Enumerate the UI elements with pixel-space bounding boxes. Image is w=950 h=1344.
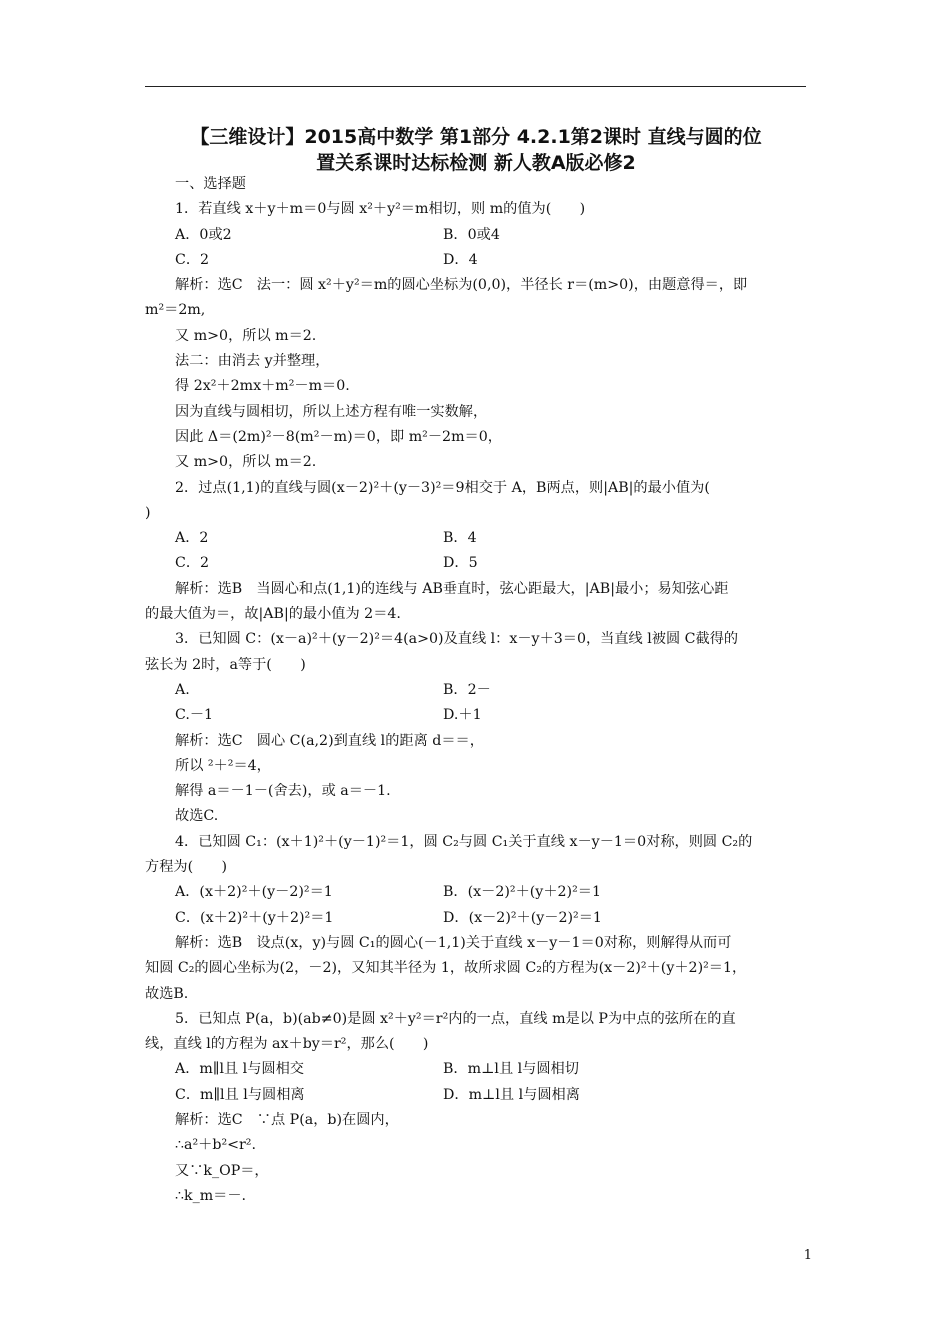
solution-line: 故选B. (145, 985, 189, 1002)
solution-line: 得 2x²＋2mx＋m²－m＝0. (175, 378, 350, 395)
option-c: C．2 (175, 251, 210, 268)
question-5-options-ab (145, 1057, 810, 1082)
option-b: B．(x－2)²＋(y＋2)²＝1 (443, 884, 601, 901)
option-b: B．4 (443, 530, 477, 547)
solution-line: ∴a²＋b²<r². (175, 1137, 256, 1154)
option-b: B．0或4 (443, 226, 500, 243)
option-d: D.＋1 (443, 707, 482, 724)
option-b: B．m⊥l且 l与圆相切 (443, 1061, 579, 1078)
question-5-options-cd (145, 1083, 810, 1108)
option-c: C.－1 (175, 707, 214, 724)
question-3-options-ab (145, 678, 810, 703)
question-3-options-cd (145, 703, 810, 728)
question-2-options-ab (145, 526, 810, 551)
question-1-stem: 1．若直线 x＋y＋m＝0与圆 x²＋y²＝m相切，则 m的值为( ) (175, 201, 586, 218)
question-2-options-cd (145, 551, 810, 576)
header-rule (145, 86, 806, 87)
option-a: A．2 (175, 530, 209, 547)
question-4-stem: 4．已知圆 C₁：(x＋1)²＋(y－1)²＝1，圆 C₂与圆 C₁关于直线 x－y－1＝0对称，则圆 C₂的 (175, 833, 753, 850)
solution-line: 知圆 C₂的圆心坐标为(2，－2)，又知其半径为 1，故所求圆 C₂的方程为(x－2)²＋(y＋2)²＝1， (145, 960, 747, 977)
solution-line: 解析：选B 设点(x，y)与圆 C₁的圆心(－1,1)关于直线 x－y－1＝0对称，则解得从而可 (175, 934, 732, 951)
solution-line: 解析：选C ∵点 P(a，b)在圆内， (175, 1111, 399, 1128)
solution-line: 因为直线与圆相切，所以上述方程有唯一实数解， (175, 403, 488, 420)
document-title (140, 124, 812, 176)
option-d: D．4 (443, 251, 478, 268)
solution-line: 所以 ²＋²＝4， (175, 757, 271, 774)
question-2-stem-cont: ) (145, 504, 151, 521)
option-d: D．5 (443, 555, 478, 572)
option-d: D．m⊥l且 l与圆相离 (443, 1086, 580, 1103)
option-c: C．2 (175, 555, 210, 572)
option-a: A．(x＋2)²＋(y－2)²＝1 (175, 884, 333, 901)
document-body (145, 172, 810, 1209)
title-line-2: 置关系课时达标检测 新人教A版必修2 (316, 152, 636, 174)
section-heading: 一、选择题 (175, 176, 246, 192)
solution-line: 又 m>0，所以 m＝2. (175, 454, 317, 471)
option-a: A．m∥l且 l与圆相交 (175, 1061, 304, 1078)
option-c: C．(x＋2)²＋(y＋2)²＝1 (175, 909, 334, 926)
question-4-options-cd (145, 906, 810, 931)
question-2-stem: 2．过点(1,1)的直线与圆(x－2)²＋(y－3)²＝9相交于 A，B两点，则|AB|的最小值为( (175, 479, 710, 496)
question-5-stem: 5．已知点 P(a，b)(ab≠0)是圆 x²＋y²＝r²内的一点，直线 m是以 P为中点的弦所在的直 (175, 1010, 736, 1027)
solution-line: 又∵k_OP＝， (175, 1162, 269, 1179)
question-4-options-ab (145, 880, 810, 905)
question-1-options-ab (145, 223, 810, 248)
option-b: B．2－ (443, 681, 491, 698)
solution-line: 故选C. (175, 808, 219, 825)
solution-line: m²＝2m, (145, 302, 206, 319)
page-number: 1 (803, 1248, 812, 1263)
solution-line: 又 m>0，所以 m＝2. (175, 327, 317, 344)
solution-line: 解得 a＝－1－(舍去)，或 a＝－1. (175, 783, 391, 800)
option-d: D．(x－2)²＋(y－2)²＝1 (443, 909, 602, 926)
option-c: C．m∥l且 l与圆相离 (175, 1086, 305, 1103)
solution-line: 解析：选C 法一：圆 x²＋y²＝m的圆心坐标为(0,0)，半径长 r＝(m>0)，由题意得＝，即 (175, 277, 748, 294)
option-a: A．0或2 (175, 226, 232, 243)
solution-line: 法二：由消去 y并整理， (175, 353, 330, 370)
solution-line: 解析：选B 当圆心和点(1,1)的连线与 AB垂直时，弦心距最大，|AB|最小；易知弦心距 (175, 580, 729, 597)
question-3-stem-cont: 弦长为 2时，a等于( ) (145, 656, 306, 673)
question-4-stem-cont: 方程为( ) (145, 859, 228, 876)
title-line-1: 【三维设计】2015高中数学 第1部分 4.2.1第2课时 直线与圆的位 (190, 126, 762, 148)
solution-line: 因此 Δ＝(2m)²－8(m²－m)＝0，即 m²－2m＝0， (175, 428, 502, 445)
solution-line: 解析：选C 圆心 C(a,2)到直线 l的距离 d＝＝， (175, 732, 484, 749)
solution-line: 的最大值为＝，故|AB|的最小值为 2＝4. (145, 606, 401, 623)
question-3-stem: 3．已知圆 C：(x－a)²＋(y－2)²＝4(a>0)及直线 l：x－y＋3＝0，当直线 l被圆 C截得的 (175, 631, 739, 648)
option-a: A. (175, 681, 190, 698)
question-5-stem-cont: 线，直线 l的方程为 ax＋by＝r²，那么( ) (145, 1036, 429, 1053)
question-1-options-cd (145, 248, 810, 273)
solution-line: ∴k_m＝－. (175, 1187, 247, 1204)
